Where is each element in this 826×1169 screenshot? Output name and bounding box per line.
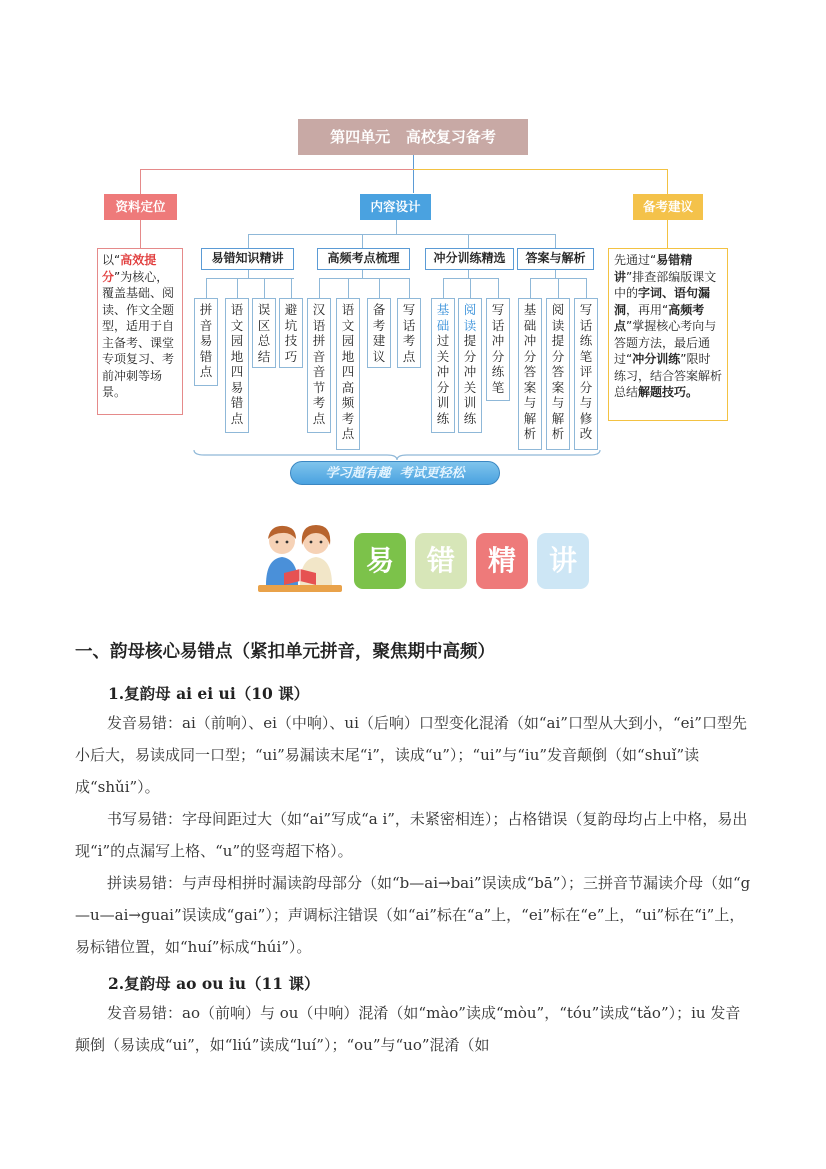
connector: [319, 278, 320, 298]
positioning-text-pre: 以“: [102, 253, 121, 267]
advice-text-part: 冲分训练: [632, 352, 681, 366]
diagram-title: 第四单元 高校复习备考: [298, 119, 528, 155]
connector: [443, 278, 499, 279]
paragraph-pronunciation-2-text: 发音易错：ao（前响）与 ou（中响）混淆（如“mào”读成“mòu”，“tóu”读成“tǎo”）；iu 发音颠倒（易读成“ui”，如“liú”读成“luí”）；“ou”与“uo”混淆（如: [75, 1004, 741, 1054]
advice-text-part: ，再用“: [626, 302, 669, 317]
col-garden-highfreq: 语文园地四高频考点: [336, 298, 360, 450]
connector: [396, 220, 397, 234]
group-label-highfreq: 高频考点梳理: [317, 248, 410, 270]
bottom-brace: [192, 448, 602, 462]
col-garden-errors: 语文园地四易错点: [225, 298, 249, 433]
col-prep-advice: 备考建议: [367, 298, 391, 368]
students-reading-illustration: [254, 519, 346, 595]
connector: [470, 278, 471, 298]
connector: [667, 169, 668, 194]
connector: [586, 278, 587, 298]
paragraph-writing-text: 书写易错：字母间距过大（如“ai”写成“a i”，未紧密相连）；占格错误（复韵母均占上中格，易出现“i”的点漏写上格、“u”的竖弯超下格）。: [75, 810, 748, 860]
col-misconceptions: 误区总结: [252, 298, 276, 368]
col-writing-training: 写话冲分练笔: [486, 298, 510, 401]
header-positioning: 资料定位: [104, 194, 177, 220]
banner: [290, 461, 500, 485]
paragraph-pronunciation: [75, 707, 755, 803]
connector: [409, 278, 410, 298]
connector: [206, 278, 207, 298]
connector: [237, 278, 238, 298]
paragraph-pronunciation-text: 发音易错：ai（前响）、ei（中响）、ui（后响）口型变化混淆（如“ai”口型从大到小，“ei”口型先小后大，易读成同一口型；“ui”易漏读末尾“i”，读成“u”）；“ui”与“iu”发音颠倒（如“shuǐ”读成“shǔi”）。: [75, 714, 747, 796]
tile-jiang: 讲: [537, 533, 589, 589]
connector: [530, 278, 531, 298]
group-label-answers: 答案与解析: [517, 248, 594, 270]
advice-text-part: ”掌握核心考向与答题方法: [614, 319, 717, 350]
advice-text-part: 易错精讲: [614, 253, 693, 284]
col-reading-answers: 阅读提分答案与解析: [546, 298, 570, 450]
connector: [206, 278, 294, 279]
positioning-box: [97, 248, 183, 415]
connector: [348, 278, 349, 298]
connector: [379, 278, 380, 298]
paragraph-writing: [75, 803, 755, 867]
advice-text-part: ，最后通过“: [614, 335, 711, 366]
advice-box: [608, 248, 728, 421]
advice-text-part: 字词、语句漏洞: [614, 286, 711, 317]
connector: [140, 169, 413, 170]
advice-text-part: 解题技巧。: [638, 385, 699, 399]
connector: [264, 278, 265, 298]
connector: [413, 155, 414, 193]
col-basic-training-hl: 基础: [436, 302, 450, 333]
advice-text-part: 先通过“: [614, 253, 657, 267]
connector: [413, 169, 667, 170]
connector: [558, 278, 559, 298]
positioning-text-post: ”为核心，覆盖基础、阅读、作文全题型，适用于自主备考、课堂专项复习、考前冲刺等场景。: [102, 269, 175, 399]
group-label-errors: 易错知识精讲: [201, 248, 294, 270]
connector: [362, 270, 363, 278]
group-label-training: 冲分训练精选: [425, 248, 514, 270]
col-basic-training: [431, 298, 455, 433]
advice-text-part: ”排查部编版课文中的: [614, 269, 717, 300]
connector: [248, 270, 249, 278]
col-reading-training-hl: 阅读: [463, 302, 477, 333]
header-advice: 备考建议: [633, 194, 703, 220]
connector: [140, 220, 141, 248]
connector: [291, 278, 292, 298]
positioning-highlight: 高效提分: [102, 253, 157, 284]
connector: [555, 270, 556, 278]
connector: [468, 234, 469, 248]
col-reading-training: [458, 298, 482, 433]
subheading-2: 2.复韵母 ao ou iu（11 课）: [108, 974, 320, 993]
tile-yi: 易: [354, 533, 406, 589]
col-basic-training-rest: 过关冲分训练: [436, 333, 450, 426]
header-content-design: 内容设计: [360, 194, 431, 220]
paragraph-spelling: [75, 867, 755, 963]
connector: [362, 234, 363, 248]
connector: [140, 169, 141, 194]
connector: [248, 234, 555, 235]
connector: [555, 234, 556, 248]
connector: [248, 234, 249, 248]
advice-text-part: ”限时练习，结合答案解析总结: [614, 352, 723, 399]
connector: [443, 278, 444, 298]
col-reading-training-rest: 提分冲关训练: [463, 333, 477, 426]
connector: [319, 278, 410, 279]
connector: [667, 220, 668, 248]
col-pinyin-errors: 拼音易错点: [194, 298, 218, 386]
col-writing-answers: 写话练笔评分与修改: [574, 298, 598, 450]
col-writing-points: 写话考点: [397, 298, 421, 368]
banner-text: 学习超有趣 考试更轻松: [325, 466, 465, 481]
connector: [498, 278, 499, 298]
advice-text-part: 高频考点: [614, 302, 705, 333]
col-basic-answers: 基础冲分答案与解析: [518, 298, 542, 450]
section-heading: 一、韵母核心易错点（紧扣单元拼音，聚焦期中高频）: [75, 642, 495, 662]
tile-jing: 精: [476, 533, 528, 589]
paragraph-pronunciation-2: [75, 997, 755, 1061]
subheading-1: 1.复韵母 ai ei ui（10 课）: [108, 684, 310, 703]
col-avoid-tips: 避坑技巧: [279, 298, 303, 368]
col-syllable-points: 汉语拼音音节考点: [307, 298, 331, 433]
paragraph-spelling-text: 拼读易错：与声母相拼时漏读韵母部分（如“b—ai→bai”误读成“bā”）；三拼音节漏读介母（如“g—u—ai→guai”误读成“gai”）；声调标注错误（如“ai”标在“a”上，“ei”标在“e”上，“ui”标在“i”上，易标错位置，如“huí”标成“húi”）。: [75, 874, 751, 956]
connector: [468, 270, 469, 278]
tile-cuo: 错: [415, 533, 467, 589]
